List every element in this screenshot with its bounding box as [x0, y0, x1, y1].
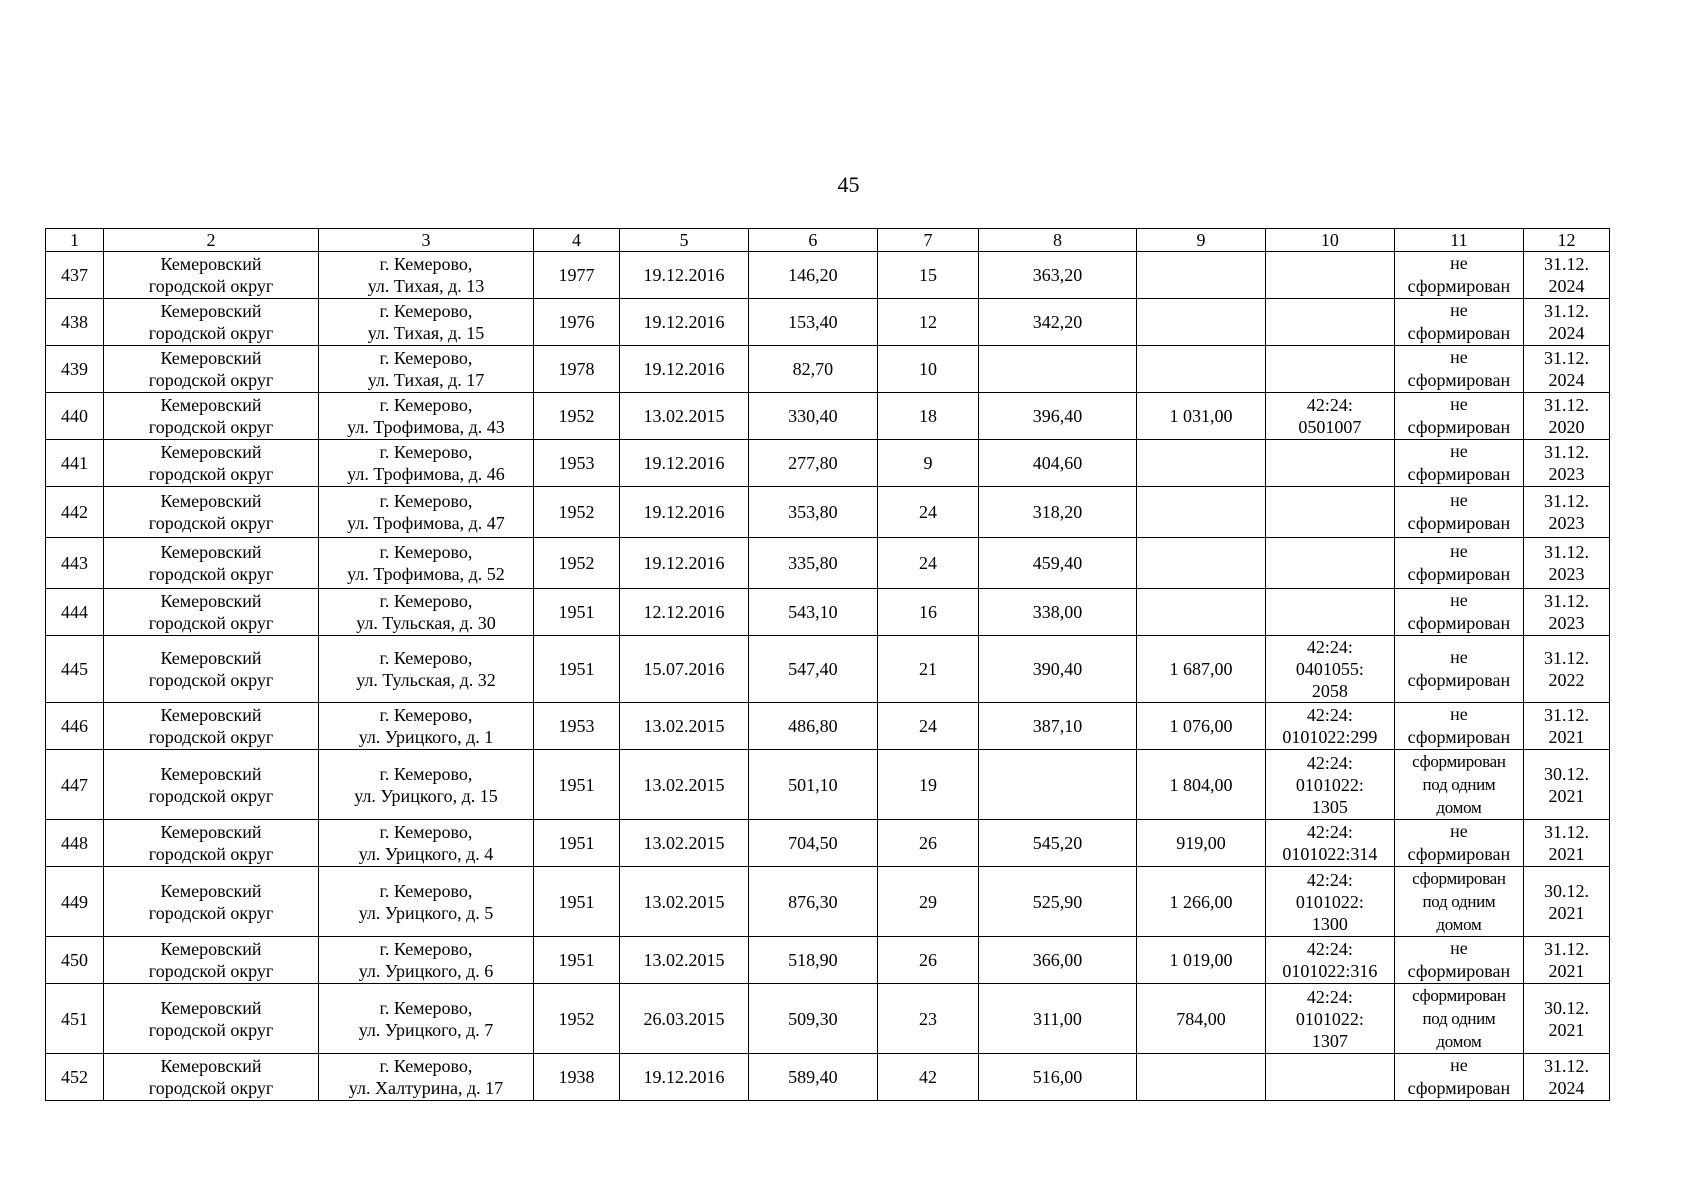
cadastral-number-cell: 42:24: 0101022: 1307: [1265, 984, 1394, 1054]
row-number-cell: 450: [46, 937, 104, 984]
year-built-cell: 1952: [533, 393, 619, 440]
row-number-cell: 449: [46, 867, 104, 937]
area-cell-8: 396,40: [978, 393, 1136, 440]
land-area-cell: 1 019,00: [1136, 937, 1265, 984]
land-status-cell: не сформирован: [1394, 538, 1523, 589]
land-status-cell: не сформирован: [1394, 487, 1523, 538]
recognition-date-cell: 13.02.2015: [619, 750, 748, 820]
row-number-cell: 438: [46, 299, 104, 346]
year-built-cell: 1951: [533, 750, 619, 820]
address-cell: г. Кемерово, ул. Трофимова, д. 47: [319, 487, 534, 538]
address-cell: г. Кемерово, ул. Урицкого, д. 6: [319, 937, 534, 984]
column-header: 11: [1394, 229, 1523, 252]
column-header: 8: [978, 229, 1136, 252]
municipality-cell: Кемеровский городской округ: [104, 487, 319, 538]
recognition-date-cell: 12.12.2016: [619, 589, 748, 636]
column-header: 12: [1523, 229, 1609, 252]
cadastral-number-cell: [1265, 440, 1394, 487]
recognition-date-cell: 19.12.2016: [619, 1054, 748, 1101]
address-cell: г. Кемерово, ул. Урицкого, д. 4: [319, 820, 534, 867]
land-area-cell: [1136, 589, 1265, 636]
residents-cell: 26: [877, 820, 978, 867]
deadline-cell: 31.12. 2023: [1523, 440, 1609, 487]
land-area-cell: 1 031,00: [1136, 393, 1265, 440]
municipality-cell: Кемеровский городской округ: [104, 820, 319, 867]
year-built-cell: 1976: [533, 299, 619, 346]
row-number-cell: 452: [46, 1054, 104, 1101]
municipality-cell: Кемеровский городской округ: [104, 1054, 319, 1101]
address-cell: г. Кемерово, ул. Трофимова, д. 43: [319, 393, 534, 440]
land-area-cell: 919,00: [1136, 820, 1265, 867]
table-row: [46, 867, 1610, 937]
deadline-cell: 31.12. 2020: [1523, 393, 1609, 440]
land-area-cell: [1136, 299, 1265, 346]
recognition-date-cell: 19.12.2016: [619, 299, 748, 346]
column-number-header-row: [46, 229, 1610, 252]
municipality-cell: Кемеровский городской округ: [104, 703, 319, 750]
recognition-date-cell: 13.02.2015: [619, 703, 748, 750]
cadastral-number-cell: [1265, 1054, 1394, 1101]
deadline-cell: 31.12. 2022: [1523, 636, 1609, 703]
year-built-cell: 1977: [533, 252, 619, 299]
area-cell-8: 404,60: [978, 440, 1136, 487]
year-built-cell: 1952: [533, 487, 619, 538]
area-cell: 146,20: [748, 252, 877, 299]
land-status-cell: не сформирован: [1394, 636, 1523, 703]
column-header: 7: [877, 229, 978, 252]
residents-cell: 16: [877, 589, 978, 636]
residents-cell: 10: [877, 346, 978, 393]
page-number: 45: [837, 172, 860, 197]
table-row: [46, 252, 1610, 299]
year-built-cell: 1951: [533, 589, 619, 636]
municipality-cell: Кемеровский городской округ: [104, 984, 319, 1054]
residents-cell: 24: [877, 538, 978, 589]
row-number-cell: 445: [46, 636, 104, 703]
year-built-cell: 1938: [533, 1054, 619, 1101]
year-built-cell: 1951: [533, 820, 619, 867]
municipality-cell: Кемеровский городской округ: [104, 750, 319, 820]
recognition-date-cell: 19.12.2016: [619, 346, 748, 393]
cadastral-number-cell: [1265, 538, 1394, 589]
table-row: [46, 393, 1610, 440]
land-status-cell: не сформирован: [1394, 299, 1523, 346]
area-cell-8: [978, 750, 1136, 820]
land-status-cell: сформирован под одним домом: [1394, 750, 1523, 820]
area-cell-8: 338,00: [978, 589, 1136, 636]
row-number-cell: 442: [46, 487, 104, 538]
land-area-cell: [1136, 252, 1265, 299]
residents-cell: 24: [877, 487, 978, 538]
area-cell-8: 390,40: [978, 636, 1136, 703]
area-cell: 153,40: [748, 299, 877, 346]
cadastral-number-cell: 42:24: 0101022:314: [1265, 820, 1394, 867]
residents-cell: 24: [877, 703, 978, 750]
table-row: [46, 487, 1610, 538]
municipality-cell: Кемеровский городской округ: [104, 299, 319, 346]
deadline-cell: 31.12. 2023: [1523, 589, 1609, 636]
recognition-date-cell: 13.02.2015: [619, 937, 748, 984]
year-built-cell: 1952: [533, 538, 619, 589]
area-cell-8: 387,10: [978, 703, 1136, 750]
recognition-date-cell: 13.02.2015: [619, 393, 748, 440]
land-status-cell: не сформирован: [1394, 937, 1523, 984]
cadastral-number-cell: [1265, 299, 1394, 346]
municipality-cell: Кемеровский городской округ: [104, 252, 319, 299]
municipality-cell: Кемеровский городской округ: [104, 538, 319, 589]
year-built-cell: 1952: [533, 984, 619, 1054]
area-cell: 704,50: [748, 820, 877, 867]
land-area-cell: 1 266,00: [1136, 867, 1265, 937]
land-area-cell: 1 804,00: [1136, 750, 1265, 820]
land-status-cell: сформирован под одним домом: [1394, 984, 1523, 1054]
row-number-cell: 443: [46, 538, 104, 589]
row-number-cell: 439: [46, 346, 104, 393]
area-cell: 509,30: [748, 984, 877, 1054]
column-header: 4: [533, 229, 619, 252]
column-header: 9: [1136, 229, 1265, 252]
address-cell: г. Кемерово, ул. Тихая, д. 17: [319, 346, 534, 393]
land-status-cell: не сформирован: [1394, 1054, 1523, 1101]
land-status-cell: не сформирован: [1394, 393, 1523, 440]
cadastral-number-cell: 42:24: 0401055: 2058: [1265, 636, 1394, 703]
row-number-cell: 446: [46, 703, 104, 750]
year-built-cell: 1953: [533, 440, 619, 487]
area-cell-8: 366,00: [978, 937, 1136, 984]
municipality-cell: Кемеровский городской округ: [104, 636, 319, 703]
area-cell-8: 342,20: [978, 299, 1136, 346]
municipality-cell: Кемеровский городской округ: [104, 937, 319, 984]
deadline-cell: 31.12. 2023: [1523, 538, 1609, 589]
cadastral-number-cell: [1265, 252, 1394, 299]
year-built-cell: 1953: [533, 703, 619, 750]
table-row: [46, 1054, 1610, 1101]
residents-cell: 9: [877, 440, 978, 487]
year-built-cell: 1978: [533, 346, 619, 393]
area-cell: 353,80: [748, 487, 877, 538]
recognition-date-cell: 13.02.2015: [619, 820, 748, 867]
recognition-date-cell: 19.12.2016: [619, 252, 748, 299]
area-cell: 589,40: [748, 1054, 877, 1101]
row-number-cell: 441: [46, 440, 104, 487]
area-cell-8: 363,20: [978, 252, 1136, 299]
recognition-date-cell: 19.12.2016: [619, 487, 748, 538]
year-built-cell: 1951: [533, 867, 619, 937]
area-cell-8: 525,90: [978, 867, 1136, 937]
recognition-date-cell: 15.07.2016: [619, 636, 748, 703]
residents-cell: 26: [877, 937, 978, 984]
deadline-cell: 31.12. 2021: [1523, 820, 1609, 867]
table-row: [46, 299, 1610, 346]
address-cell: г. Кемерово, ул. Халтурина, д. 17: [319, 1054, 534, 1101]
cadastral-number-cell: 42:24: 0101022:316: [1265, 937, 1394, 984]
land-area-cell: [1136, 1054, 1265, 1101]
housing-registry-table: [45, 228, 1610, 1101]
residents-cell: 18: [877, 393, 978, 440]
land-status-cell: сформирован под одним домом: [1394, 867, 1523, 937]
land-status-cell: не сформирован: [1394, 820, 1523, 867]
area-cell-8: 311,00: [978, 984, 1136, 1054]
land-area-cell: [1136, 538, 1265, 589]
column-header: 2: [104, 229, 319, 252]
municipality-cell: Кемеровский городской округ: [104, 867, 319, 937]
row-number-cell: 451: [46, 984, 104, 1054]
area-cell: 501,10: [748, 750, 877, 820]
row-number-cell: 444: [46, 589, 104, 636]
area-cell: 335,80: [748, 538, 877, 589]
area-cell: 486,80: [748, 703, 877, 750]
table-body: [46, 252, 1610, 1101]
deadline-cell: 30.12. 2021: [1523, 984, 1609, 1054]
residents-cell: 42: [877, 1054, 978, 1101]
area-cell-8: 459,40: [978, 538, 1136, 589]
residents-cell: 21: [877, 636, 978, 703]
area-cell: 547,40: [748, 636, 877, 703]
deadline-cell: 30.12. 2021: [1523, 750, 1609, 820]
area-cell-8: 516,00: [978, 1054, 1136, 1101]
address-cell: г. Кемерово, ул. Трофимова, д. 46: [319, 440, 534, 487]
year-built-cell: 1951: [533, 937, 619, 984]
cadastral-number-cell: 42:24: 0101022: 1305: [1265, 750, 1394, 820]
address-cell: г. Кемерово, ул. Тихая, д. 13: [319, 252, 534, 299]
municipality-cell: Кемеровский городской округ: [104, 440, 319, 487]
address-cell: г. Кемерово, ул. Урицкого, д. 7: [319, 984, 534, 1054]
area-cell: 518,90: [748, 937, 877, 984]
address-cell: г. Кемерово, ул. Урицкого, д. 1: [319, 703, 534, 750]
area-cell: 543,10: [748, 589, 877, 636]
table-row: [46, 820, 1610, 867]
year-built-cell: 1951: [533, 636, 619, 703]
table-row: [46, 984, 1610, 1054]
cadastral-number-cell: 42:24: 0101022:299: [1265, 703, 1394, 750]
address-cell: г. Кемерово, ул. Тульская, д. 30: [319, 589, 534, 636]
row-number-cell: 437: [46, 252, 104, 299]
residents-cell: 15: [877, 252, 978, 299]
deadline-cell: 30.12. 2021: [1523, 867, 1609, 937]
table-row: [46, 440, 1610, 487]
land-status-cell: не сформирован: [1394, 589, 1523, 636]
row-number-cell: 447: [46, 750, 104, 820]
land-status-cell: не сформирован: [1394, 252, 1523, 299]
land-status-cell: не сформирован: [1394, 703, 1523, 750]
area-cell: 277,80: [748, 440, 877, 487]
cadastral-number-cell: [1265, 346, 1394, 393]
recognition-date-cell: 19.12.2016: [619, 538, 748, 589]
address-cell: г. Кемерово, ул. Тульская, д. 32: [319, 636, 534, 703]
residents-cell: 29: [877, 867, 978, 937]
area-cell: 876,30: [748, 867, 877, 937]
residents-cell: 19: [877, 750, 978, 820]
land-area-cell: [1136, 346, 1265, 393]
recognition-date-cell: 13.02.2015: [619, 867, 748, 937]
land-status-cell: не сформирован: [1394, 346, 1523, 393]
table-row: [46, 346, 1610, 393]
cadastral-number-cell: [1265, 487, 1394, 538]
residents-cell: 23: [877, 984, 978, 1054]
address-cell: г. Кемерово, ул. Трофимова, д. 52: [319, 538, 534, 589]
column-header: 3: [319, 229, 534, 252]
land-area-cell: 784,00: [1136, 984, 1265, 1054]
table-row: [46, 937, 1610, 984]
area-cell: 330,40: [748, 393, 877, 440]
area-cell-8: 545,20: [978, 820, 1136, 867]
deadline-cell: 31.12. 2024: [1523, 299, 1609, 346]
row-number-cell: 440: [46, 393, 104, 440]
deadline-cell: 31.12. 2023: [1523, 487, 1609, 538]
residents-cell: 12: [877, 299, 978, 346]
address-cell: г. Кемерово, ул. Урицкого, д. 5: [319, 867, 534, 937]
area-cell: 82,70: [748, 346, 877, 393]
table-row: [46, 750, 1610, 820]
municipality-cell: Кемеровский городской округ: [104, 346, 319, 393]
land-area-cell: [1136, 487, 1265, 538]
deadline-cell: 31.12. 2021: [1523, 937, 1609, 984]
area-cell-8: [978, 346, 1136, 393]
land-area-cell: [1136, 440, 1265, 487]
table-row: [46, 703, 1610, 750]
column-header: 10: [1265, 229, 1394, 252]
column-header: 1: [46, 229, 104, 252]
land-area-cell: 1 687,00: [1136, 636, 1265, 703]
cadastral-number-cell: 42:24: 0501007: [1265, 393, 1394, 440]
cadastral-number-cell: 42:24: 0101022: 1300: [1265, 867, 1394, 937]
municipality-cell: Кемеровский городской округ: [104, 393, 319, 440]
land-area-cell: 1 076,00: [1136, 703, 1265, 750]
table-row: [46, 589, 1610, 636]
column-header: 6: [748, 229, 877, 252]
cadastral-number-cell: [1265, 589, 1394, 636]
row-number-cell: 448: [46, 820, 104, 867]
deadline-cell: 31.12. 2024: [1523, 252, 1609, 299]
column-header: 5: [619, 229, 748, 252]
land-status-cell: не сформирован: [1394, 440, 1523, 487]
deadline-cell: 31.12. 2021: [1523, 703, 1609, 750]
recognition-date-cell: 19.12.2016: [619, 440, 748, 487]
table-row: [46, 538, 1610, 589]
deadline-cell: 31.12. 2024: [1523, 1054, 1609, 1101]
address-cell: г. Кемерово, ул. Урицкого, д. 15: [319, 750, 534, 820]
address-cell: г. Кемерово, ул. Тихая, д. 15: [319, 299, 534, 346]
recognition-date-cell: 26.03.2015: [619, 984, 748, 1054]
area-cell-8: 318,20: [978, 487, 1136, 538]
table-row: [46, 636, 1610, 703]
deadline-cell: 31.12. 2024: [1523, 346, 1609, 393]
municipality-cell: Кемеровский городской округ: [104, 589, 319, 636]
